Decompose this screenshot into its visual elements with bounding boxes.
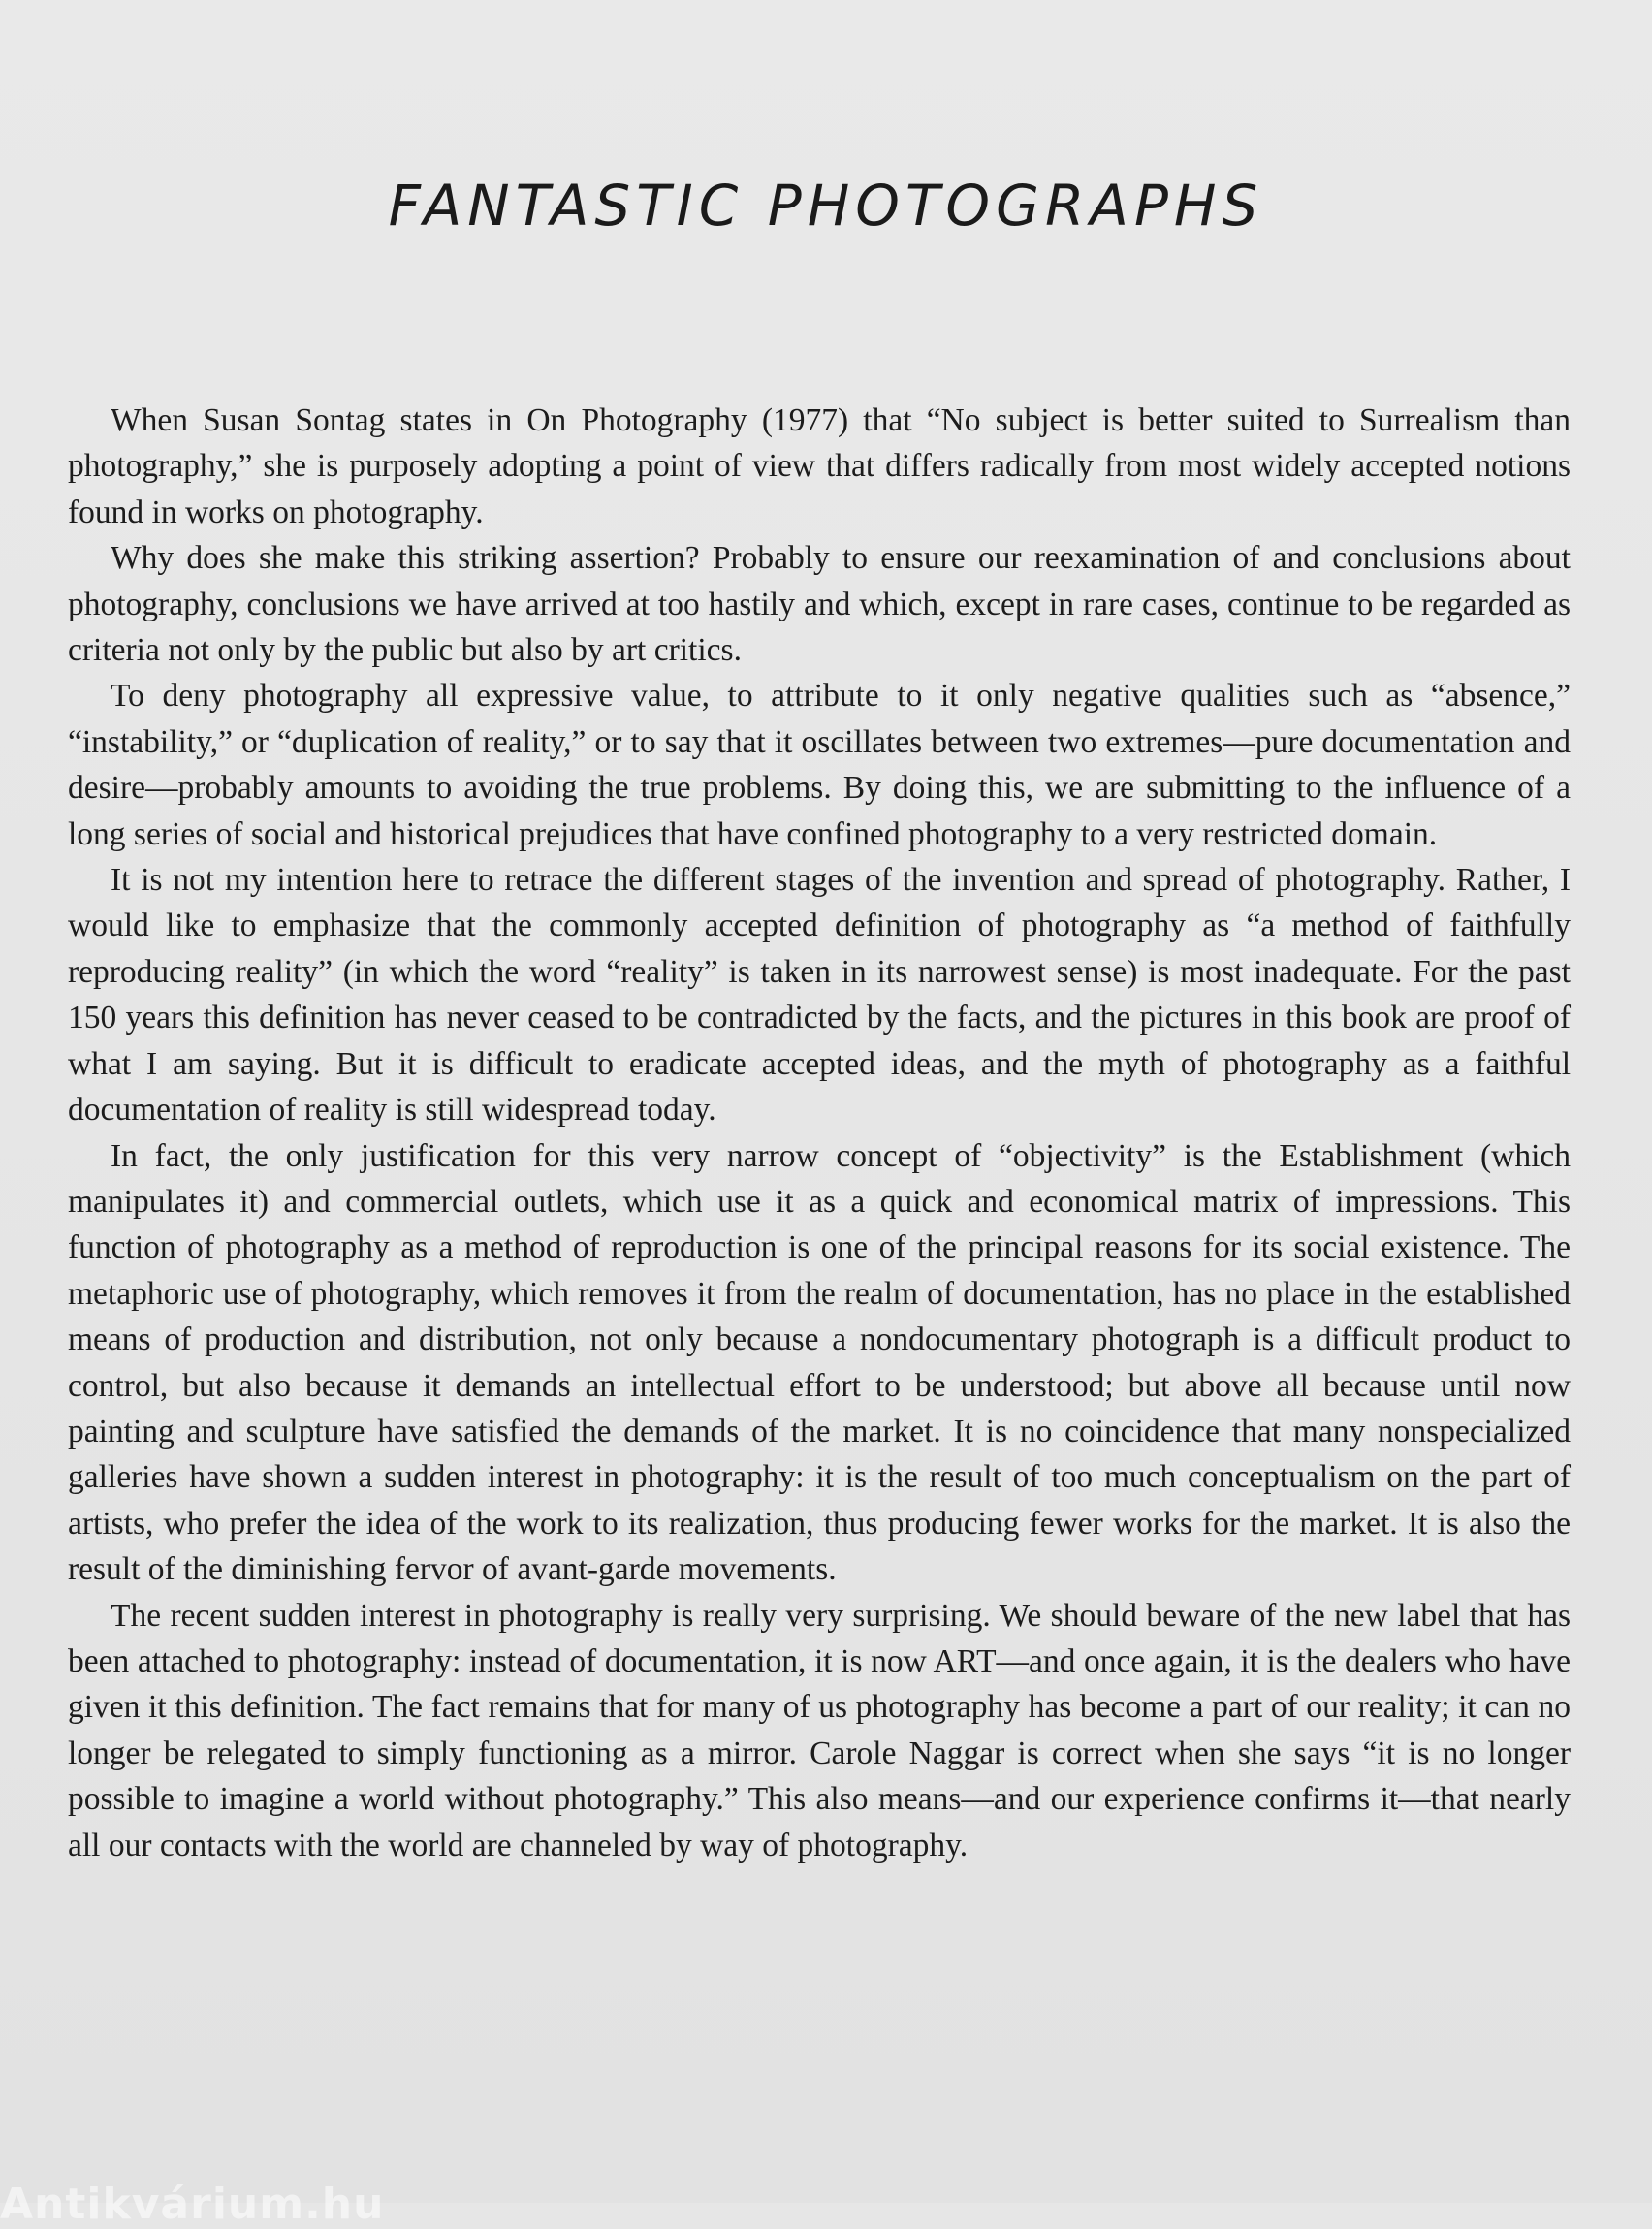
paragraph: In fact, the only justification for this very narrow concept of “objectivity” is the Establishment (which manipulates it) and commercial outlets, which use it as a quick and economical matrix of impressions. This function of photography as a method of reproduction is one of the principal reasons for its social existence. The metaphoric use of photography, which removes it from the realm of documentation, has no place in the established means of production and distribution, not only because a nondocumentary photograph is a difficult product to control, but also because it demands an intellectual effort to be understood; but above all because until now painting and sculpture have satisfied the demands of the market. It is no coincidence that many nonspecialized galleries have shown a sudden interest in photography: it is the result of too much conceptualism on the part of artists, who prefer the idea of the work to its realization, thus producing fewer works for the market. It is also the result of the diminishing fervor of avant-garde movements. bbox=[68, 1137, 1571, 1588]
paragraph: When Susan Sontag states in On Photography (1977) that “No subject is better suited to Surrealism than photography,” she is purposely adopting a point of view that differs radically from most widely accepted notions found in works on photography. bbox=[68, 402, 1571, 530]
paragraph: The recent sudden interest in photography is really very surprising. We should beware of the new label that has been attached to photography: instead of documentation, it is now ART—and once again, it is the dealers who have given it this definition. The fact remains that for many of us photography has become a part of our reality; it can no longer be relegated to simply functioning as a mirror. Carole Naggar is correct when she says “it is no longer possible to imagine a world without photography.” This also means—and our experience confirms it—that nearly all our contacts with the world are channeled by way of photography. bbox=[68, 1597, 1571, 1863]
watermark: Antikvárium.hu bbox=[0, 2180, 385, 2229]
body-text bbox=[68, 398, 1571, 1868]
paragraph: To deny photography all expressive value, to attribute to it only negative qualities such as “absence,” “instability,” or “duplication of reality,” or to say that it oscillates between two extremes—pure documentation and desire—probably amounts to avoiding the true problems. By doing this, we are submitting to the influence of a long series of social and historical prejudices that have confined photography to a very restricted domain. bbox=[68, 678, 1571, 852]
paragraph: It is not my intention here to retrace the different stages of the invention and spread of photography. Rather, I would like to emphasize that the commonly accepted definition of photography as “a method of faithfully reproducing reality” (in which the word “reality” is taken in its narrowest sense) is most inadequate. For the past 150 years this definition has never ceased to be contradicted by the facts, and the pictures in this book are proof of what I am saying. But it is difficult to eradicate accepted ideas, and the myth of photography as a faithful documentation of reality is still widespread today. bbox=[68, 862, 1571, 1129]
paragraph: Why does she make this striking assertion? Probably to ensure our reexamination of and conclusions about photography, conclusions we have arrived at too hastily and which, except in rare cases, continue to be regarded as criteria not only by the public but also by art critics. bbox=[68, 540, 1571, 669]
page-title: FANTASTIC PHOTOGRAPHS bbox=[388, 173, 1264, 239]
